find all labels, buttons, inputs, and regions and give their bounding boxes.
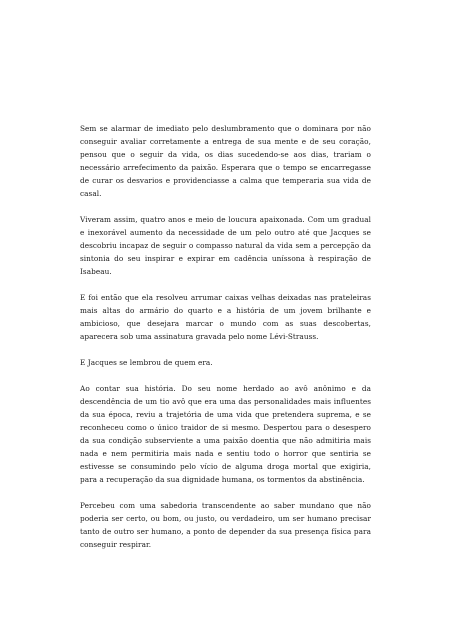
paragraph: E foi então que ela resolveu arrumar caixas velhas deixadas nas prateleiras mais altas do armário do quarto e a história de um jovem brilhante e ambicioso, que desejara marcar o mundo com as suas descobertas, aparecera sob uma assinatura gravada pelo nome Lévi-Strauss. bbox=[80, 293, 371, 341]
paragraph: Viveram assim, quatro anos e meio de loucura apaixonada. Com um gradual e inexorável aumento da necessidade de um pelo outro até que Jacques se descobriu incapaz de seguir o compasso natural da vida sem a percepção da sintonia do seu inspirar e expirar em cadência uníssona à respiração de Isabeau. bbox=[80, 215, 371, 276]
paragraph: E Jacques se lembrou de quem era. bbox=[80, 358, 213, 367]
paragraph: Sem se alarmar de imediato pelo deslumbramento que o dominara por não conseguir avaliar corretamente a entrega de sua mente e de seu coração, pensou que o seguir da vida, os dias sucedendo-se aos dias, trariam o necessário arrefecimento da paixão. Esperara que o tempo se encarregasse de curar os desvarios e providenciasse a calma que temperaria sua vida de casal. bbox=[80, 124, 371, 198]
body-text bbox=[80, 122, 371, 564]
paragraph: Ao contar sua história. Do seu nome herdado ao avô anônimo e da descendência de um tio avô que era uma das personalidades mais influentes da sua época, reviu a trajetória de uma vida que pretendera suprema, e se reconheceu como o único traidor de si mesmo. Despertou para o desespero da sua condição subserviente a uma paixão doentia que não admitiria mais nada e nem permitiria mais nada e sentiu todo o horror que sentiria se estivesse se consumindo pelo vício de alguma droga mortal que exigiria, para a recuperação da sua dignidade humana, os tormentos da abstinência. bbox=[80, 384, 371, 484]
paragraph: Percebeu com uma sabedoria transcendente ao saber mundano que não poderia ser certo, ou bom, ou justo, ou verdadeiro, um ser humano precisar tanto de outro ser humano, a ponto de depender da sua presença física para conseguir respirar. bbox=[80, 501, 371, 549]
